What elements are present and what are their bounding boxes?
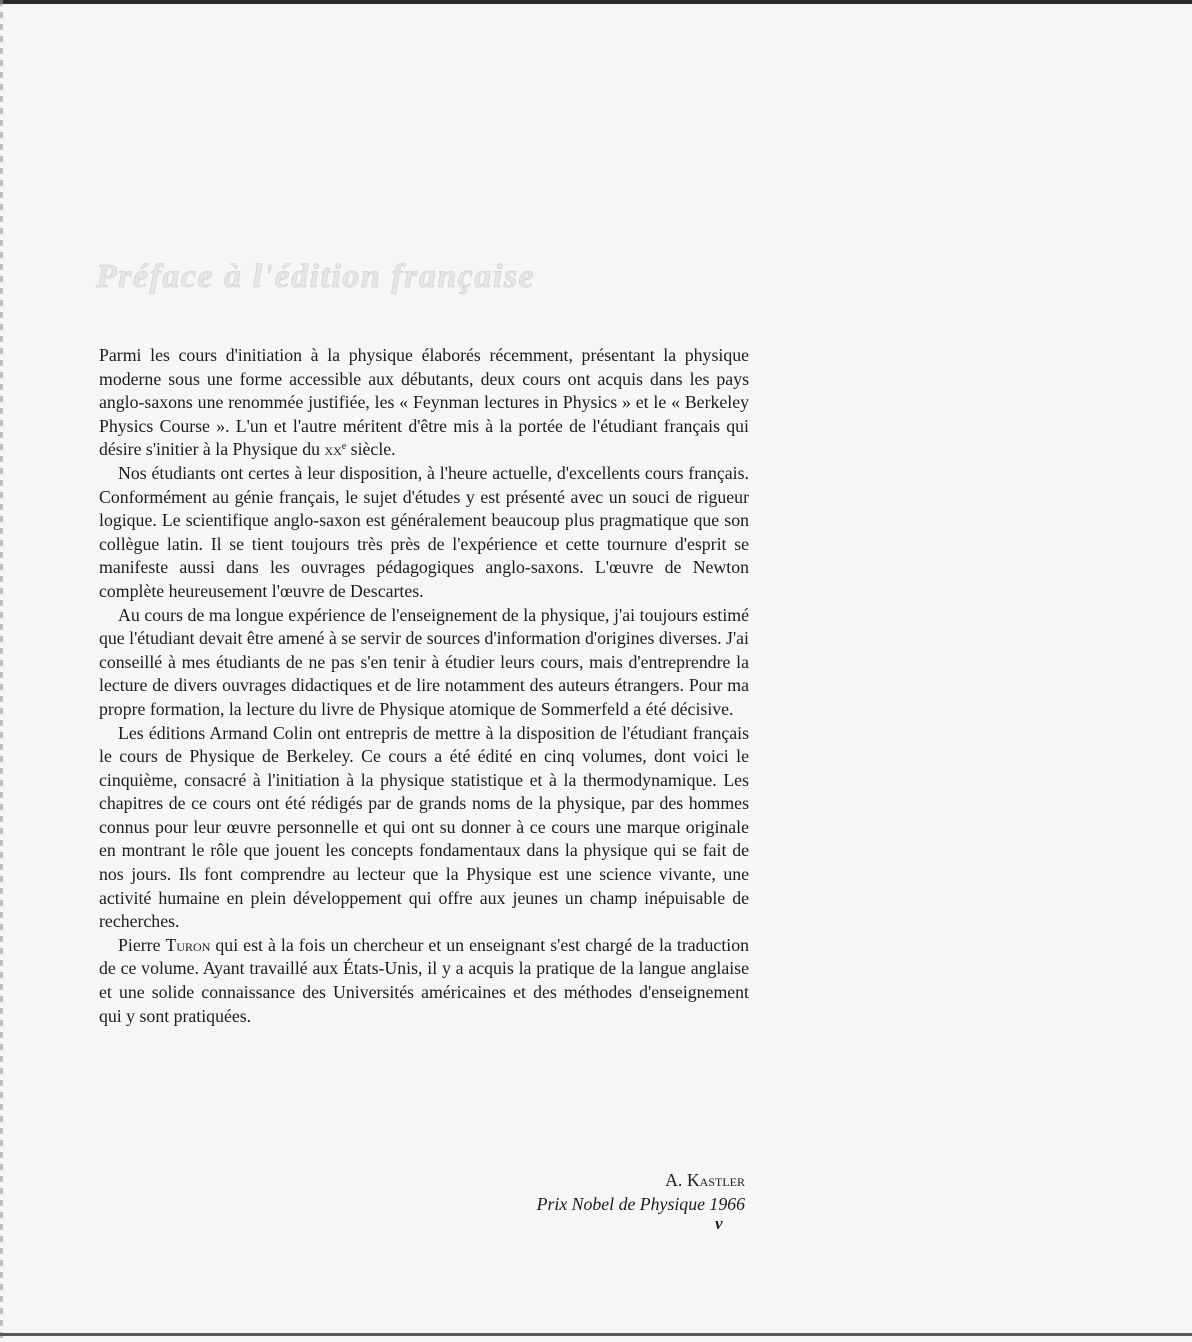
paragraph-5-start: Pierre: [118, 934, 166, 955]
author-affiliation: Prix Nobel de Physique 1966: [536, 1194, 745, 1214]
author-surname: Kastler: [686, 1170, 745, 1190]
century-numeral: xx: [324, 439, 342, 460]
top-rule: [0, 0, 1192, 4]
bottom-rule: [0, 1333, 1192, 1336]
paragraph-2: Nos étudiants ont certes à leur disposition, à l'heure actuelle, d'excellents cours français. Conformément au génie français, le sujet d'études y est présenté avec un souci de rigueur logique. Le scientifique anglo-saxon est généralement beaucoup plus pragmatique que son collègue latin. Il se tient toujours très près de l'expérience et cette tournure d'esprit se manifeste aussi dans les ouvrages pédagogiques anglo-saxons. L'œuvre de Newton complète heureusement l'œuvre de Descartes.: [99, 462, 749, 601]
preface-body: [99, 344, 749, 1028]
signature: [537, 1168, 745, 1216]
paragraph-3: Au cours de ma longue expérience de l'enseignement de la physique, j'ai toujours estimé que l'étudiant devait être amené à se servir de sources d'information d'origines diverses. J'ai conseillé à mes étudiants de ne pas s'en tenir à étudier leurs cours, mais d'entreprendre la lecture de divers ouvrages didactiques et de lire notamment des auteurs étrangers. Pour ma propre formation, la lecture du livre de Physique atomique de Sommerfeld a été décisive.: [99, 604, 749, 719]
page-number: v: [715, 1214, 723, 1233]
century-superscript: e: [341, 441, 347, 453]
page-title: Préface à l'édition française: [96, 258, 536, 295]
translator-name: Turon: [165, 934, 211, 955]
paragraph-1-end: siècle.: [346, 439, 396, 460]
paragraph-1-text: Parmi les cours d'initiation à la physique élaborés récemment, présentant la physique moderne sous une forme accessible aux débutants, deux cours ont acquis dans les pays anglo-saxons une renommée justifiée, les « Feynman lectures in Physics » et le « Berkeley Physics Course ». L'un et l'autre méritent d'être mis à la portée de l'étudiant français qui désire s'initier à la Physique du: [99, 345, 749, 460]
scan-edge: [0, 0, 3, 1342]
paragraph-5-rest: qui est à la fois un chercheur et un enseignant s'est chargé de la traduction de ce volume. Ayant travaillé aux États-Unis, il y a acquis la pratique de la langue anglaise et une solide connaissance des Universités américaines et des méthodes d'enseignement qui y sont pratiquées.: [99, 934, 749, 1026]
author-name: [537, 1168, 745, 1192]
paragraph-5: [99, 934, 749, 1028]
paragraph-1: [99, 344, 749, 462]
paragraph-4: Les éditions Armand Colin ont entrepris de mettre à la disposition de l'étudiant français le cours de Physique de Berkeley. Ce cours a été édité en cinq volumes, dont voici le cinquième, consacré à l'initiation à la physique statistique et à la thermodynamique. Les chapitres de ce cours ont été rédigés par de grands noms de la physique, par des hommes connus pour leur œuvre personnelle et qui ont su donner à ce cours une marque originale en montrant le rôle que jouent les concepts fondamentaux dans la physique qui se fait de nos jours. Ils font comprendre au lecteur que la Physique est une science vivante, une activité humaine en plein développement qui offre aux jeunes un champ inépuisable de recherches.: [99, 722, 749, 932]
author-initial: A.: [665, 1170, 687, 1190]
